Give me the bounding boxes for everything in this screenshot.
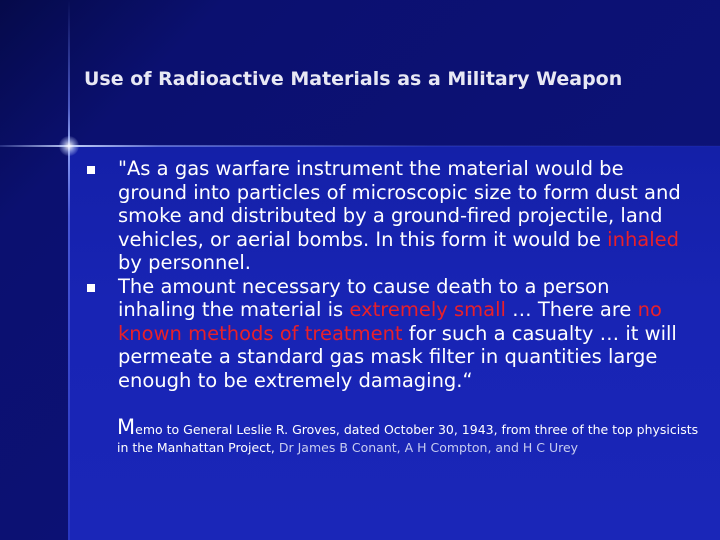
emphasis-inhaled: inhaled xyxy=(607,227,680,251)
bullet-text xyxy=(118,275,677,392)
bullet-item-gas-warfare xyxy=(86,157,686,275)
square-bullet-icon xyxy=(87,166,95,174)
bullet-list xyxy=(86,157,686,392)
memo-citation xyxy=(117,415,707,457)
slide-title: Use of Radioactive Materials as a Military Weapon xyxy=(84,68,623,90)
bullet-text-segment: "As a gas warfare instrument the material would be ground into particles of microscopic size to form dust and smoke and distributed by a ground-fired projectile, land vehicles, or aerial bombs. In this form it would be xyxy=(118,157,681,251)
bullet-item-lethal-amount xyxy=(86,275,686,393)
bullet-text-segment: The amount necessary to cause death to a person inhaling the material is xyxy=(118,274,610,321)
emphasis-no-treatment: no known methods of treatment xyxy=(118,298,662,345)
memo-text: emo to General Leslie R. Groves, dated October 30, 1943, from three of the top physicists in the Manhattan Project, xyxy=(117,422,699,455)
vertical-accent-line xyxy=(68,0,70,540)
emphasis-extremely-small: extremely small xyxy=(349,298,506,321)
bullet-text xyxy=(118,157,681,274)
square-bullet-icon xyxy=(87,284,95,292)
star-glow-icon xyxy=(59,136,79,156)
bullet-text-segment: by personnel. xyxy=(118,251,251,274)
bullet-text-segment: for such a casualty … it will permeate a standard gas mask filter in quantities large enough to be extremely damaging.“ xyxy=(118,321,677,392)
memo-drop-letter: M xyxy=(117,415,136,439)
horizontal-accent-line xyxy=(0,145,720,147)
memo-signatories: Dr James B Conant, A H Compton, and H C Urey xyxy=(274,440,579,455)
bullet-text-segment: … There are xyxy=(505,298,638,321)
